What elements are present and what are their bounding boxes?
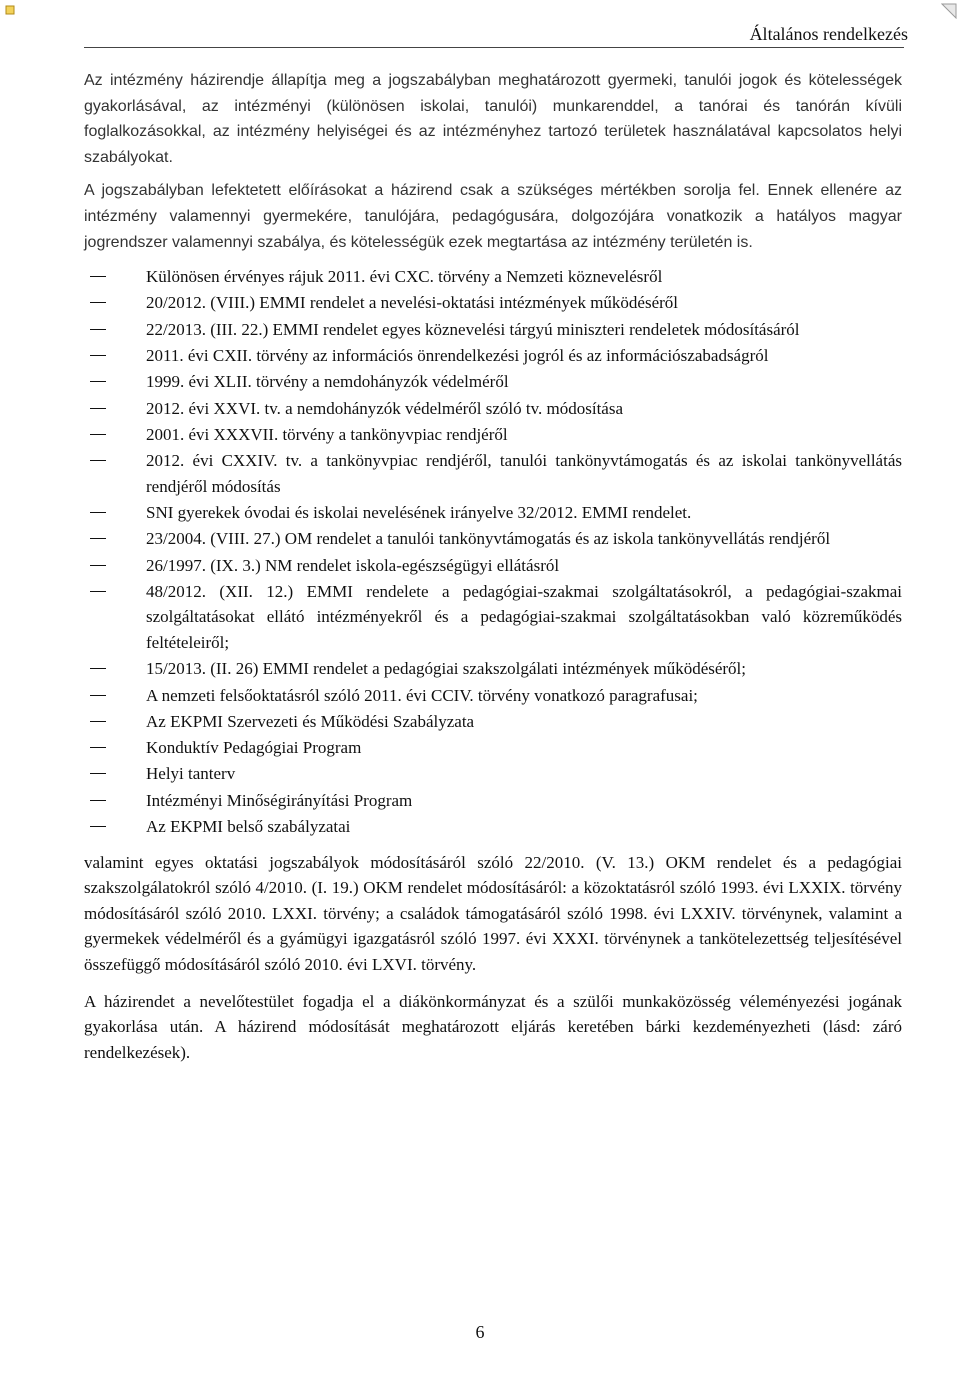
list-item: 2001. évi XXXVII. törvény a tankönyvpiac rendjéről: [84, 422, 902, 448]
list-item: 2012. évi CXXIV. tv. a tankönyvpiac rendjéről, tanulói tankönyvtámogatás és az iskolai tankönyvellátás rendjéről módosítás: [84, 448, 902, 499]
list-item: Különösen érvényes rájuk 2011. évi CXC. törvény a Nemzeti köznevelésről: [84, 264, 902, 290]
dash-bullet-icon: [90, 538, 106, 539]
dash-bullet-icon: [90, 721, 106, 722]
page-fold-icon: [941, 3, 957, 19]
dash-bullet-icon: [90, 434, 106, 435]
dash-bullet-icon: [90, 276, 106, 277]
list-item: 2011. évi CXII. törvény az információs önrendelkezési jogról és az információszabadságról: [84, 343, 902, 369]
dash-bullet-icon: [90, 695, 106, 696]
list-item: Intézményi Minőségirányítási Program: [84, 788, 902, 814]
page-header-title: Általános rendelkezés: [749, 24, 908, 44]
dash-bullet-icon: [90, 355, 106, 356]
header-divider: [84, 47, 904, 48]
intro-paragraph: Az intézmény házirendje állapítja meg a jogszabályban meghatározott gyermeki, tanulói jogok és kötelességek gyakorlásával, az intézményi (különösen iskolai, tanulói) munkarenddel, a tanórai és tanórán kívüli foglalkozásokkal, az intézmény helyiségei és az intézményhez tartozó területek használatával kapcsolatos helyi szabályokat.: [84, 72, 902, 166]
dash-bullet-icon: [90, 460, 106, 461]
list-item: SNI gyerekek óvodai és iskolai nevelésének irányelve 32/2012. EMMI rendelet.: [84, 500, 902, 526]
dash-bullet-icon: [90, 408, 106, 409]
list-item: 20/2012. (VIII.) EMMI rendelet a nevelési-oktatási intézmények működéséről: [84, 290, 902, 316]
dash-bullet-icon: [90, 773, 106, 774]
list-item: Helyi tanterv: [84, 761, 902, 787]
list-item: 48/2012. (XII. 12.) EMMI rendelete a pedagógiai-szakmai szolgáltatásokról, a pedagógiai-szakmai szolgáltatásokat ellátó intézményekről és a pedagógiai-szakmai szolgáltatásokban való közreműködés feltételeiről;: [84, 579, 902, 656]
list-item: A nemzeti felsőoktatásról szóló 2011. évi CCIV. törvény vonatkozó paragrafusai;: [84, 683, 902, 709]
dash-bullet-icon: [90, 565, 106, 566]
dash-bullet-icon: [90, 747, 106, 748]
dash-bullet-icon: [90, 302, 106, 303]
list-item: 26/1997. (IX. 3.) NM rendelet iskola-egészségügyi ellátásról: [84, 553, 902, 579]
list-item: 22/2013. (III. 22.) EMMI rendelet egyes köznevelési tárgyú miniszteri rendeletek módosításáról: [84, 317, 902, 343]
closing-paragraph-2: A házirendet a nevelőtestület fogadja el a diákönkormányzat és a szülői munkaközösség véleményezési jogának gyakorlása után. A házirend módosítását meghatározott eljárás keretében bárki kezdeményezheti (lásd: záró rendelkezések).: [84, 991, 902, 1062]
dash-bullet-icon: [90, 512, 106, 513]
dash-bullet-icon: [90, 381, 106, 382]
list-item: 2012. évi XXVI. tv. a nemdohányzók védelméről szóló tv. módosítása: [84, 396, 902, 422]
closing-paragraph: valamint egyes oktatási jogszabályok módosításáról szóló 22/2010. (V. 13.) OKM rendelet és a pedagógiai szakszolgálatokról szóló 4/2010. (I. 19.) OKM rendelet módosításáról: a közoktatásról szóló 1993. évi LXXIX. törvény módosításáról szóló 2010. LXXI. törvény; a családok támogatásáról szóló 1998. évi LXXIV. törvénynek, valamint a gyermekek védelméről és a gyámügyi igazgatásról szóló 1997. évi XXXI. törvénynek a tankötelezettség teljesítésével összefüggő módosításáról szóló 2010. évi LXVI. törvény.: [84, 852, 902, 974]
list-item: 1999. évi XLII. törvény a nemdohányzók védelméről: [84, 369, 902, 395]
dash-bullet-icon: [90, 800, 106, 801]
document-corner-icon: [5, 5, 15, 15]
list-item: Az EKPMI Szervezeti és Működési Szabályzata: [84, 709, 902, 735]
list-item: 23/2004. (VIII. 27.) OM rendelet a tanulói tankönyvtámogatás és az iskola tankönyvellátás rendjéről: [84, 526, 902, 552]
intro-paragraph-2: A jogszabályban lefektetett előírásokat a házirend csak a szükséges mértékben sorolja fel. Ennek ellenére az intézmény valamennyi gyermekére, tanulójára, pedagógusára, dolgozójára vonatkozik a hatályos magyar jogrendszer valamennyi szabálya, és kötelességük ezek megtartása az intézmény területén is.: [84, 182, 902, 251]
legal-reference-list: [84, 264, 902, 839]
list-item: Konduktív Pedagógiai Program: [84, 735, 902, 761]
dash-bullet-icon: [90, 591, 106, 592]
dash-bullet-icon: [90, 826, 106, 827]
dash-bullet-icon: [90, 668, 106, 669]
list-item: 15/2013. (II. 26) EMMI rendelet a pedagógiai szakszolgálati intézmények működéséről;: [84, 656, 902, 682]
list-item: Az EKPMI belső szabályzatai: [84, 814, 902, 840]
document-body: [84, 68, 902, 1065]
page-number: 6: [475, 1322, 485, 1342]
dash-bullet-icon: [90, 329, 106, 330]
